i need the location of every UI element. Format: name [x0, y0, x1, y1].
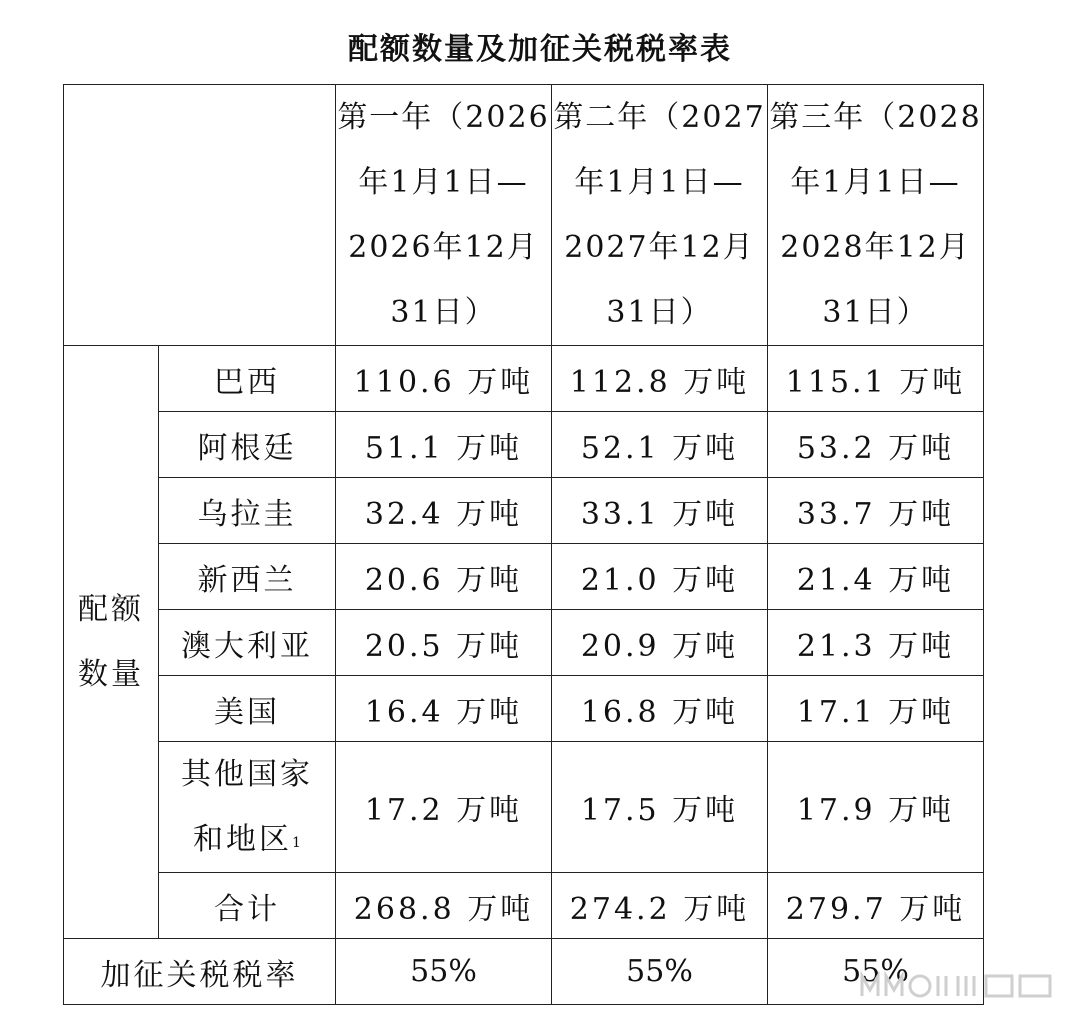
- cell-value: 115.1 万吨: [768, 346, 984, 412]
- row-label: 阿根廷: [159, 412, 336, 478]
- row-label: 乌拉圭: [159, 478, 336, 544]
- cell-value: 17.2 万吨: [336, 742, 552, 873]
- group-label-quota: [64, 346, 159, 939]
- header-year-1: [336, 85, 552, 346]
- header-year-text: 第一年（2026年1月1日—2026年12月31日）: [337, 100, 550, 330]
- group-label-line: 配额: [78, 592, 144, 627]
- cell-value: 16.4 万吨: [336, 676, 552, 742]
- header-year-3: [768, 85, 984, 346]
- footnote-marker: 1: [292, 835, 301, 851]
- cell-value: 20.5 万吨: [336, 610, 552, 676]
- header-year-text: 第二年（2027年1月1日—2027年12月31日）: [553, 100, 766, 330]
- header-corner-cell: [64, 85, 336, 346]
- cell-value: 20.9 万吨: [552, 610, 768, 676]
- cell-value: 51.1 万吨: [336, 412, 552, 478]
- row-label-line: 其他国家: [181, 757, 313, 792]
- table-row: [64, 412, 984, 478]
- row-label: [159, 742, 336, 873]
- row-label: 合计: [159, 873, 336, 939]
- tariff-label: 加征关税税率: [64, 939, 336, 1005]
- table-row: [64, 676, 984, 742]
- cell-value: 53.2 万吨: [768, 412, 984, 478]
- table-row: [64, 478, 984, 544]
- cell-value: 17.9 万吨: [768, 742, 984, 873]
- tariff-value: 55%: [336, 939, 552, 1005]
- tariff-value: 55%: [552, 939, 768, 1005]
- row-label: 新西兰: [159, 544, 336, 610]
- row-label: 澳大利亚: [159, 610, 336, 676]
- total-row: [64, 873, 984, 939]
- cell-value: 112.8 万吨: [552, 346, 768, 412]
- row-label: 美国: [159, 676, 336, 742]
- cell-value: 52.1 万吨: [552, 412, 768, 478]
- cell-value: 33.1 万吨: [552, 478, 768, 544]
- cell-value: 33.7 万吨: [768, 478, 984, 544]
- cell-value: 17.1 万吨: [768, 676, 984, 742]
- cell-value: 32.4 万吨: [336, 478, 552, 544]
- quota-tariff-table: [63, 84, 984, 1005]
- cell-value: 268.8 万吨: [336, 873, 552, 939]
- cell-value: 21.0 万吨: [552, 544, 768, 610]
- watermark-logo: [858, 968, 1058, 1002]
- table-row: [64, 544, 984, 610]
- cell-value: 16.8 万吨: [552, 676, 768, 742]
- cell-value: 20.6 万吨: [336, 544, 552, 610]
- table-row: [64, 346, 984, 412]
- header-year-2: [552, 85, 768, 346]
- cell-value: 21.4 万吨: [768, 544, 984, 610]
- cell-value: 17.5 万吨: [552, 742, 768, 873]
- group-label-line: 数量: [78, 657, 144, 692]
- table-row: [64, 742, 984, 873]
- cell-value: 274.2 万吨: [552, 873, 768, 939]
- cell-value: 21.3 万吨: [768, 610, 984, 676]
- cell-value: 279.7 万吨: [768, 873, 984, 939]
- cell-value: 110.6 万吨: [336, 346, 552, 412]
- table-row: [64, 610, 984, 676]
- header-row: [64, 85, 984, 346]
- header-year-text: 第三年（2028年1月1日—2028年12月31日）: [769, 100, 982, 330]
- row-label: 巴西: [159, 346, 336, 412]
- tariff-value: 55%: [768, 939, 984, 1005]
- page-title: 配额数量及加征关税税率表: [348, 32, 732, 67]
- tariff-row: [64, 939, 984, 1005]
- row-label-line: 和地区: [193, 822, 293, 857]
